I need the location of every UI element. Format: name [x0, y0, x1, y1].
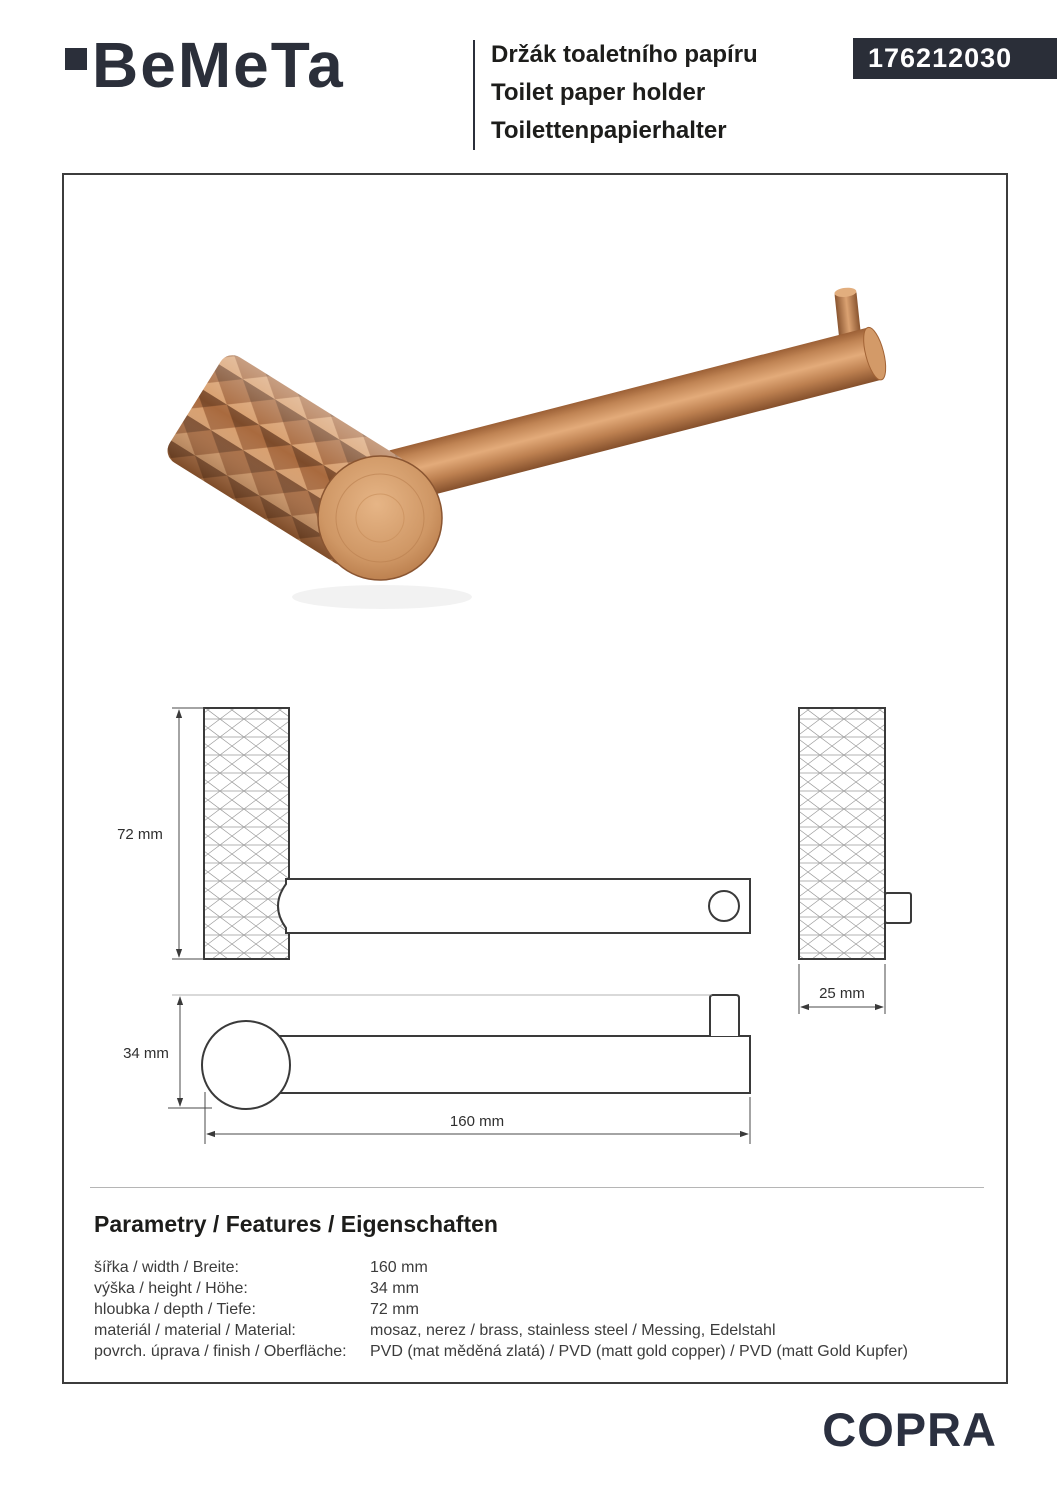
side-depth-dimension: 25 mm — [819, 985, 865, 1002]
product-photo — [102, 215, 982, 695]
front-height-dimension: 72 mm — [117, 826, 163, 843]
table-row — [94, 1341, 984, 1362]
product-title-cs: Držák toaletního papíru — [491, 41, 758, 68]
param-value-finish: PVD (mat měděná zlatá) / PVD (matt gold copper) / PVD (matt Gold Kupfer) — [370, 1343, 908, 1360]
param-label-material: materiál / material / Material: — [94, 1322, 296, 1339]
technical-drawings — [64, 692, 1010, 1162]
content-frame — [62, 173, 1008, 1384]
parameters-separator — [90, 1187, 984, 1188]
table-row — [94, 1299, 984, 1320]
knurled-handle — [162, 350, 465, 604]
side-view-drawing — [799, 708, 911, 1014]
front-view-drawing — [117, 708, 750, 959]
product-title-de: Toilettenpapierhalter — [491, 117, 727, 144]
brand-logo: BeMeTa — [92, 29, 345, 101]
product-title-en: Toilet paper holder — [491, 79, 706, 106]
holder-bar — [389, 325, 890, 502]
photo-shadow — [292, 585, 472, 609]
series-name: COPRA — [822, 1403, 997, 1456]
parameters-heading: Parametry / Features / Eigenschaften — [94, 1211, 498, 1237]
product-code-badge: 176212030 — [853, 38, 1057, 79]
param-label-height: výška / height / Höhe: — [94, 1280, 248, 1297]
product-title-block — [491, 36, 758, 150]
table-row — [94, 1320, 984, 1341]
title-divider — [473, 40, 475, 150]
top-view-drawing — [123, 995, 750, 1144]
param-label-depth: hloubka / depth / Tiefe: — [94, 1301, 256, 1318]
top-height-dimension: 34 mm — [123, 1045, 169, 1062]
top-width-dimension: 160 mm — [449, 1113, 505, 1130]
table-row — [94, 1278, 984, 1299]
param-value-depth: 72 mm — [370, 1301, 419, 1318]
parameters-table — [94, 1257, 984, 1362]
param-value-height: 34 mm — [370, 1280, 419, 1297]
logo-square-icon — [65, 48, 87, 70]
table-row — [94, 1257, 984, 1278]
param-value-width: 160 mm — [370, 1259, 428, 1276]
param-label-finish: povrch. úprava / finish / Oberfläche: — [94, 1343, 347, 1360]
param-label-width: šířka / width / Breite: — [94, 1259, 239, 1276]
param-value-material: mosaz, nerez / brass, stainless steel / Messing, Edelstahl — [370, 1322, 776, 1339]
